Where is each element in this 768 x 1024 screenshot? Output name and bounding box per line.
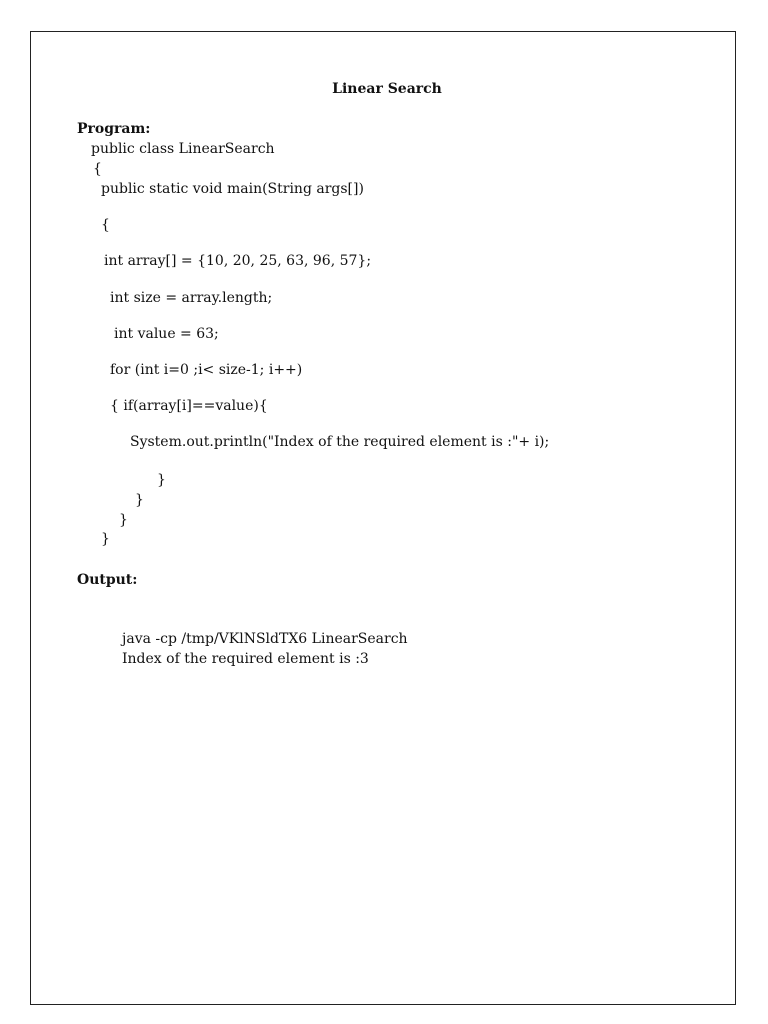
output-line: java -cp /tmp/VKlNSldTX6 LinearSearch (122, 631, 408, 647)
code-line: for (int i=0 ;i< size-1; i++) (110, 362, 303, 378)
code-line: int size = array.length; (110, 290, 273, 306)
code-line: public static void main(String args[]) (101, 181, 364, 197)
code-line: { (101, 217, 110, 233)
code-line: public class LinearSearch (91, 141, 275, 157)
code-line: } (157, 472, 166, 488)
code-line: System.out.println("Index of the required element is :"+ i); (130, 434, 550, 450)
code-line: } (119, 512, 128, 528)
code-line: int value = 63; (114, 326, 219, 342)
document-title: Linear Search (332, 81, 442, 97)
page-border (30, 31, 736, 1005)
code-line: int array[] = {10, 20, 25, 63, 96, 57}; (104, 253, 372, 269)
code-line: } (135, 492, 144, 508)
code-line: } (101, 531, 110, 547)
program-heading: Program: (77, 121, 151, 137)
output-line: Index of the required element is :3 (122, 651, 369, 667)
code-line: { (93, 161, 102, 177)
output-heading: Output: (77, 572, 138, 588)
code-line: { if(array[i]==value){ (110, 398, 268, 414)
